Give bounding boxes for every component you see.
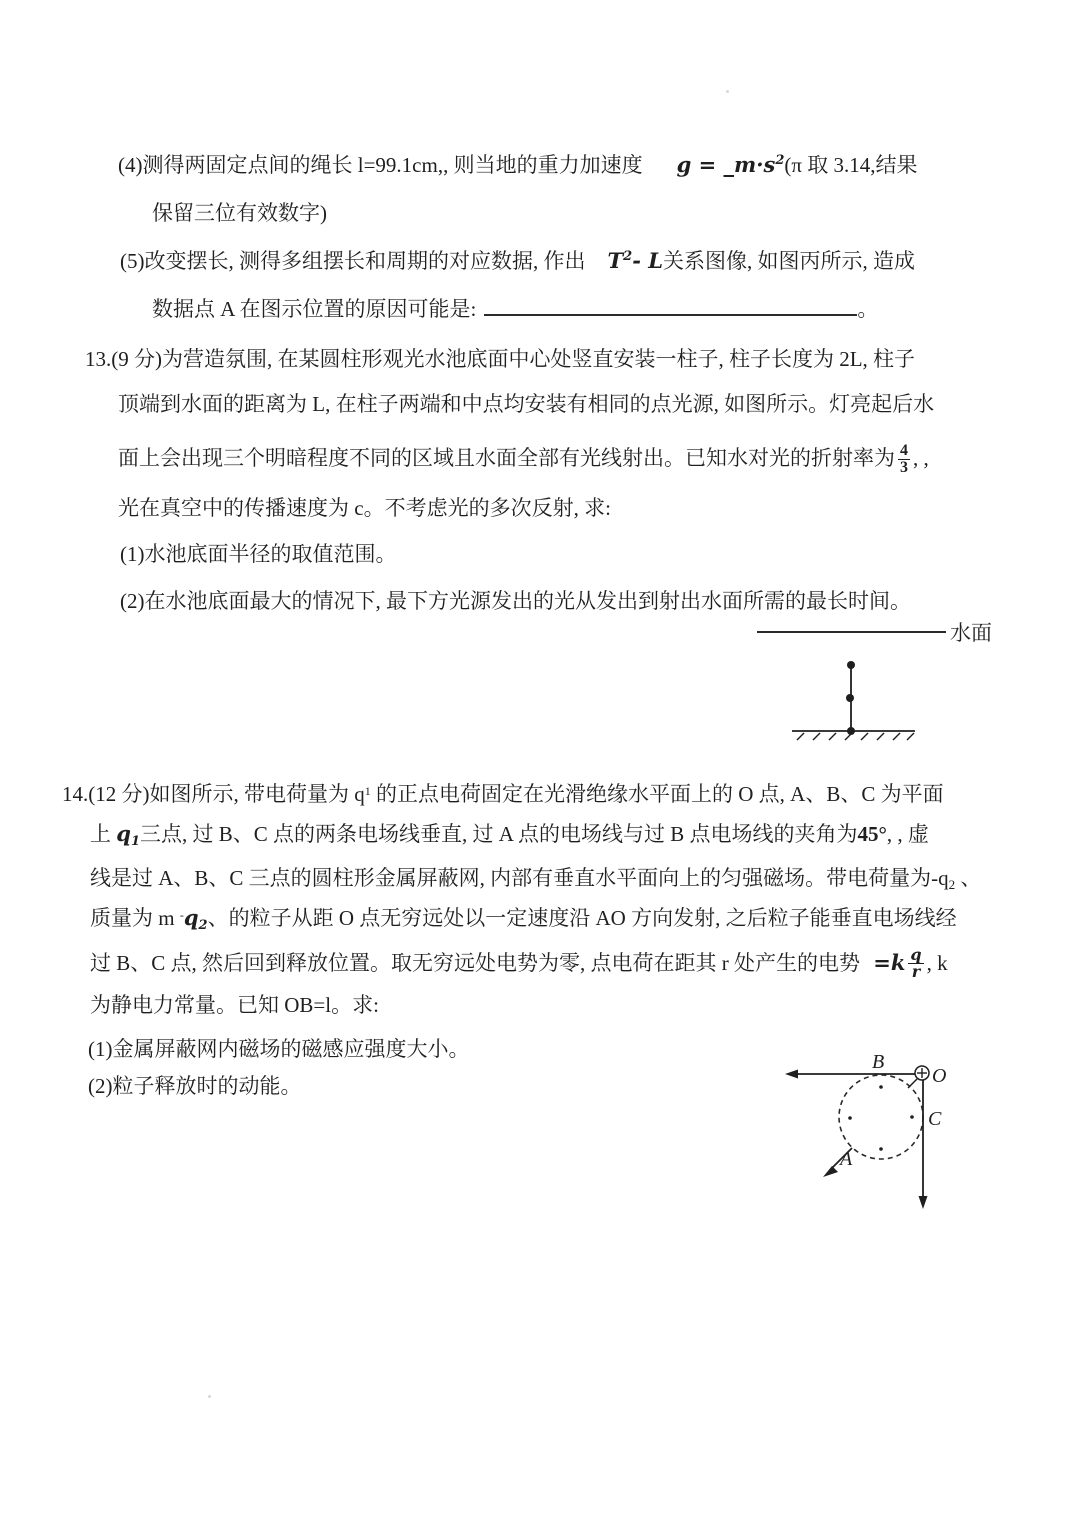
charge-subscript: 2 — [948, 877, 956, 892]
field-line-c-arrowhead — [919, 1196, 928, 1209]
magnetic-field-dots — [848, 1085, 914, 1151]
sentence-period: 。 — [857, 297, 879, 321]
q13-line3 — [118, 443, 929, 476]
point-a-label: A — [840, 1148, 853, 1170]
water-surface-label: 水面 — [950, 621, 992, 645]
part5-text-after: 关系图像, 如图丙所示, 造成 — [662, 249, 915, 273]
q13-pillar-diagram — [748, 612, 1000, 757]
light-source-middle — [846, 694, 854, 702]
q14-line3: 线是过 A、B、C 三点的圆柱形金属屏蔽网, 内部有垂直水平面向上的匀强磁场。带电荷量为-q2 、 — [90, 866, 982, 892]
q13-line1: 13.(9 分)为营造氛围, 在某圆柱形观光水池底面中心处竖直安装一柱子, 柱子长度为 2L, 柱子 — [85, 347, 916, 371]
part4-text-after: (π 取 3.14,结果 — [784, 153, 918, 177]
formula-superscript: 2 — [623, 249, 633, 264]
q14-line2: 上 q1三点, 过 B、C 点的两条电场线垂直, 过 A 点的电场线与过 B 点电场线的夹角为45°, , 虚 — [90, 821, 929, 849]
q14-field-diagram — [770, 1040, 998, 1225]
q14-line4: 质量为 m -q2、的粒子从距 O 点无穷远处以一定速度沿 AO 方向发射, 之后粒子能垂直电场线经 — [90, 905, 957, 933]
refractive-index-fraction: $\frac{4}{3}$ — [900, 442, 908, 476]
part4-line1 — [118, 152, 918, 182]
charge-q2-symbol: q2 — [183, 905, 208, 933]
field-line-a-inner-segment — [908, 1079, 917, 1088]
q13-item2: (2)在水池底面最大的情况下, 最下方光源发出的光从发出到射出水面所需的最长时间。 — [120, 589, 911, 613]
potential-formula: =k $\frac{q}{r}$ — [873, 945, 922, 981]
light-source-top — [847, 661, 855, 669]
part5-line2 — [152, 296, 878, 322]
q-over-r-fraction: $\frac{q}{r}$ — [910, 945, 922, 981]
gravity-formula: $g = \_m\cdot s^2$ — [676, 152, 785, 177]
scan-artifact-dot — [726, 90, 729, 93]
q13-text: 面上会出现三个明暗程度不同的区域且水面全部有光线射出。已知水对光的折射率为 — [118, 446, 895, 470]
part5-text: (5)改变摆长, 测得多组摆长和周期的对应数据, 作出 — [120, 249, 586, 273]
q13-text-after: , , — [913, 446, 929, 470]
q14-text: 14.(12 分)如图所示, 带电荷量为 q — [62, 782, 365, 806]
t-squared-l-formula: $T^2-$ L — [607, 248, 663, 273]
part4-text: (4)测得两固定点间的绳长 l=99.1cm,, 则当地的重力加速度 — [118, 153, 643, 177]
q14-item2: (2)粒子释放时的动能。 — [88, 1074, 302, 1098]
q14-line6: 为静电力常量。已知 OB=l。求: — [90, 993, 379, 1017]
field-line-b-arrowhead — [785, 1070, 798, 1079]
angle-value: 45° — [857, 822, 887, 846]
ground-hatching — [797, 733, 914, 740]
scan-artifact-dot — [208, 1395, 211, 1398]
charge-q1-symbol: q1 — [116, 821, 140, 849]
part5-line1 — [120, 248, 915, 278]
q14-text-after: 的正点电荷固定在光滑绝缘水平面上的 O 点, A、B、C 为平面 — [370, 782, 944, 806]
point-o-label: O — [932, 1065, 947, 1087]
part4-line2: 保留三位有效数字) — [152, 201, 327, 225]
formula-superscript: 2 — [775, 153, 785, 168]
q14-line5: 过 B、C 点, 然后回到释放位置。取无穷远处电势为零, 点电荷在距其 r 处产生的电势 =k $\frac{q}{r}$ , k — [90, 945, 948, 981]
q13-item1: (1)水池底面半径的取值范围。 — [120, 542, 397, 566]
blank-label: 数据点 A 在图示位置的原因可能是: — [152, 297, 477, 321]
q14-line1 — [62, 781, 944, 810]
minus-superscript: - — [179, 908, 184, 922]
answer-blank-line — [484, 310, 857, 316]
field-line-a-arrowhead — [823, 1166, 838, 1177]
q13-line2: 顶端到水面的距离为 L, 在柱子两端和中点均安装有相同的点光源, 如图所示。灯亮起后水 — [118, 392, 935, 416]
q14-item1: (1)金属屏蔽网内磁场的磁感应强度大小。 — [88, 1037, 470, 1061]
point-b-label: B — [872, 1051, 885, 1073]
point-c-label: C — [928, 1108, 942, 1130]
charge-subscript: 1 — [364, 784, 371, 798]
q13-line4: 光在真空中的传播速度为 c。不考虑光的多次反射, 求: — [118, 496, 611, 520]
